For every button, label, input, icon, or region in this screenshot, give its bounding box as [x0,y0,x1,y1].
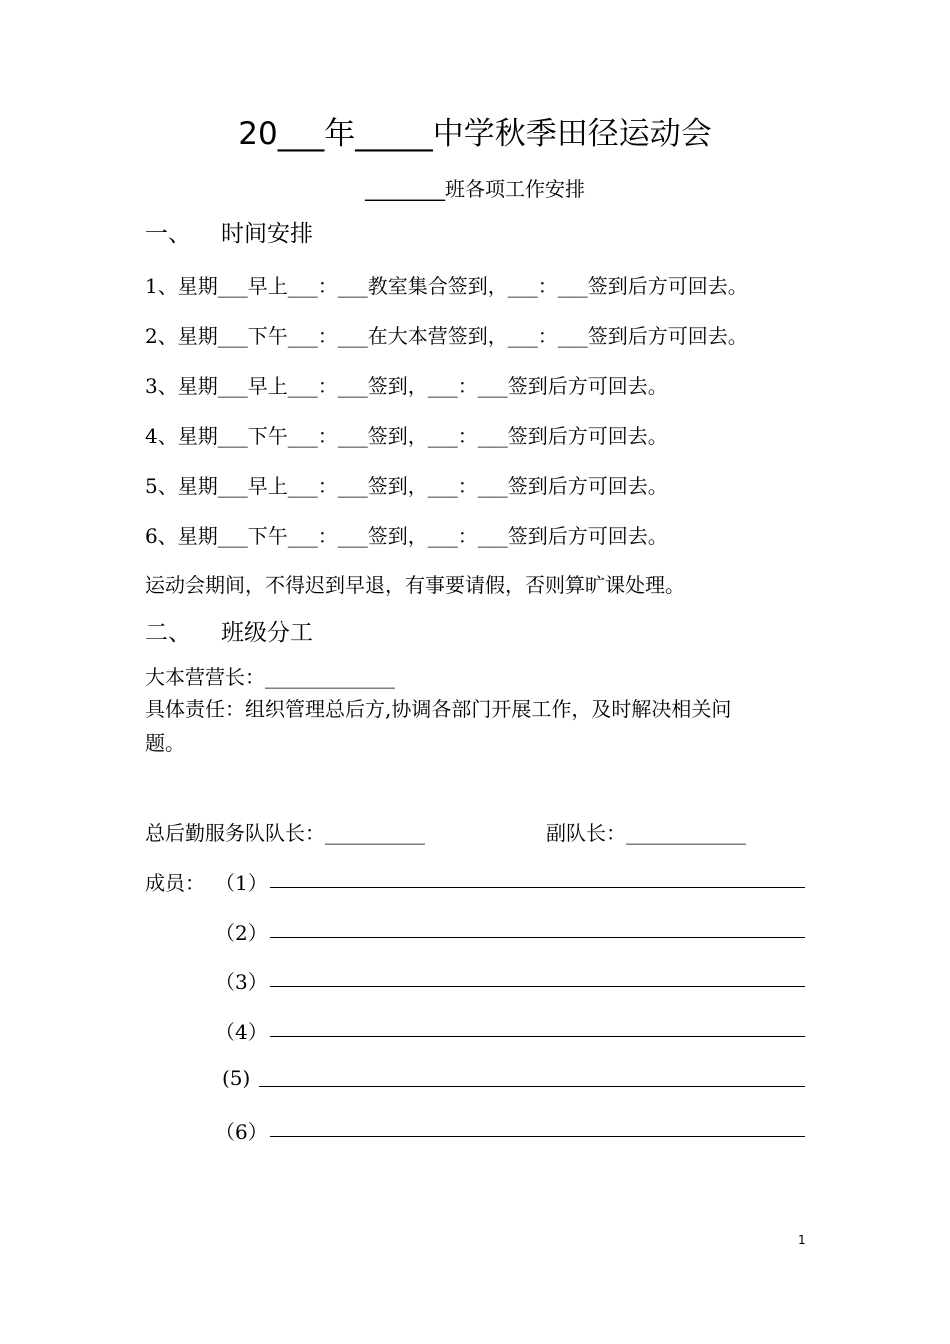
member-number: （3） [215,970,268,994]
member-number: （1） [215,871,268,895]
section-number: 二、 [145,620,191,646]
member-blank-line [270,1036,805,1037]
members-label: 成员： [145,871,205,895]
member-blank-line [270,937,805,938]
schedule-item: 4、星期___下午___：___签到，___：___签到后方可回去。 [145,424,668,448]
section-heading-schedule [145,215,313,248]
section-title: 班级分工 [221,620,313,646]
section-heading-division [145,614,313,647]
section-title: 时间安排 [221,221,313,247]
section-number: 一、 [145,221,191,247]
duty-line: 题。 [145,731,185,755]
schedule-item: 3、星期___早上___：___签到，___：___签到后方可回去。 [145,374,668,398]
page-number: 1 [798,1233,806,1247]
vice-captain-line: 副队长：____________ [546,821,746,845]
schedule-item: 2、星期___下午___：___在大本营签到，___：___签到后方可回去。 [145,324,748,348]
camp-leader-line: 大本营营长：_____________ [145,665,395,689]
member-blank-line [270,1136,805,1137]
member-blank-line [270,986,805,987]
member-number: (5) [222,1066,251,1090]
schedule-item: 6、星期___下午___：___签到，___：___签到后方可回去。 [145,524,668,548]
member-blank-line [259,1086,805,1087]
logistics-captain-line: 总后勤服务队队长：__________ [145,821,425,845]
schedule-item: 5、星期___早上___：___签到，___：___签到后方可回去。 [145,474,668,498]
document-title: 20___年_____中学秋季田径运动会 [238,116,712,152]
member-number: （4） [215,1020,268,1044]
member-number: （6） [215,1120,268,1144]
attendance-note: 运动会期间，不得迟到早退，有事要请假，否则算旷课处理。 [145,573,685,597]
member-blank-line [270,887,805,888]
schedule-item: 1、星期___早上___：___教室集合签到，___：___签到后方可回去。 [145,274,748,298]
document-subtitle: ________班各项工作安排 [365,177,585,201]
member-number: （2） [215,921,268,945]
duty-line: 具体责任：组织管理总后方,协调各部门开展工作，及时解决相关问 [145,697,732,721]
